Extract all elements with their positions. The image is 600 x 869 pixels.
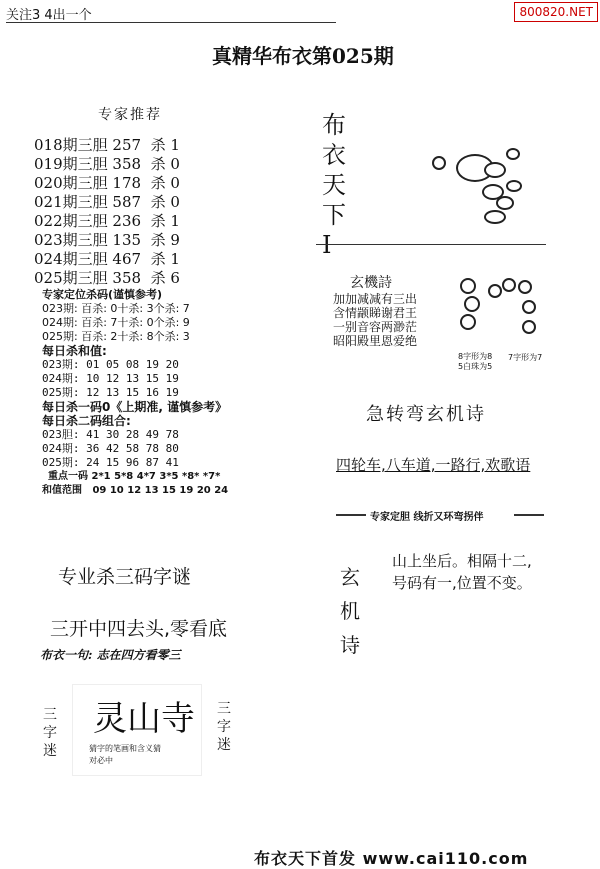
shape-label-2: 7字形为7 xyxy=(508,353,543,362)
list-item: 025期三胆 358 杀 6 xyxy=(34,269,180,287)
expert-dan-title: 专家定胆 线折又环弯拐伴 xyxy=(370,512,484,523)
footer-text[interactable]: 布衣天下首发 www.cai110.com xyxy=(254,849,529,868)
jizhuan-verse: 四轮车,八车道,一路行,欢歌语 xyxy=(336,456,531,474)
focus-one: 重点一码 2*1 5*8 4*7 3*5 *8* *7* xyxy=(48,471,221,482)
list-item: 019期三胆 358 杀 0 xyxy=(34,155,180,173)
list-item: 023期: 百杀: 0十杀: 3个杀: 7 xyxy=(42,302,190,315)
list-item: 024期: 百杀: 7十杀: 0个杀: 9 xyxy=(42,316,190,329)
jizhuan-title: 急转弯玄机诗 xyxy=(366,404,486,425)
kill-three-verse: 三开中四去头,零看底 xyxy=(50,618,228,640)
riddle-box xyxy=(72,684,202,776)
list-item: 018期三胆 257 杀 1 xyxy=(34,136,180,154)
mystic-poem-lines: 加加减减有三出 含情颛睇谢君王 一别音容两渺茫 昭阳殿里恩爱绝 xyxy=(333,292,418,348)
daily-kill-sum-title: 每日杀和值: xyxy=(42,344,107,358)
list-item: 024期: 36 42 58 78 80 xyxy=(42,442,179,455)
list-item: 025期: 12 13 15 16 19 xyxy=(42,386,179,399)
position-kill-title: 专家定位杀码(谨慎参考) xyxy=(42,288,163,301)
list-item: 021期三胆 587 杀 0 xyxy=(34,193,180,211)
expert-dan-lines: 山上坐后。相隔十二, 号码有一,位置不变。 xyxy=(392,552,532,592)
riddle-hint-1: 猜字的笔画和含义猜 xyxy=(89,744,161,753)
sum-range: 和值范围 09 10 12 13 15 19 20 24 xyxy=(42,485,229,496)
daily-kill-one-title: 每日杀一码0《上期准, 谨慎参考》 xyxy=(42,400,228,414)
main-title: 真精华布衣第025期 xyxy=(212,44,394,68)
kill-three-saying: 布衣一句: 志在四方看零三 xyxy=(40,648,181,662)
riddle-hint-2: 对必中 xyxy=(89,756,113,765)
list-item: 024期: 10 12 13 15 19 xyxy=(42,372,179,385)
mystic-poem-title: 玄機詩 xyxy=(350,275,392,291)
site-badge[interactable]: 800820.NET xyxy=(514,2,598,22)
list-item: 023期三胆 135 杀 9 xyxy=(34,231,180,249)
expert-dan-dash-right xyxy=(514,514,544,516)
three-char-left-label: 三 字 迷 xyxy=(43,707,57,759)
list-item: 023期: 01 05 08 19 20 xyxy=(42,358,179,371)
beads-decoration-icon xyxy=(460,278,540,348)
header-divider xyxy=(6,22,336,23)
right-divider-1 xyxy=(316,244,546,245)
shape-label-1: 8字形为8 5白珠为5 xyxy=(458,352,493,371)
expert-dan-vertical-label: 玄 机 诗 xyxy=(340,565,360,657)
expert-recommend-title: 专家推荐 xyxy=(98,107,162,123)
data-block xyxy=(42,288,302,498)
list-item: 020期三胆 178 杀 0 xyxy=(34,174,180,192)
list-item: 024期三胆 467 杀 1 xyxy=(34,250,180,268)
three-char-right-label: 三 字 迷 xyxy=(217,701,231,753)
list-item: 025期: 24 15 96 87 41 xyxy=(42,456,179,469)
coins-decoration-icon xyxy=(420,140,530,230)
kill-three-title: 专业杀三码字谜 xyxy=(58,566,192,588)
list-item: 023胆: 41 30 28 49 78 xyxy=(42,428,179,441)
buyi-logo-text: 布 衣 天 下 I xyxy=(322,111,346,259)
daily-kill-two-title: 每日杀二码组合: xyxy=(42,414,131,428)
list-item: 022期三胆 236 杀 1 xyxy=(34,212,180,230)
riddle-big-text: 灵山寺 xyxy=(93,699,195,739)
top-left-note: 关注3 4出一个 xyxy=(6,8,92,23)
expert-dan-dash-left xyxy=(336,514,366,516)
list-item: 025期: 百杀: 2十杀: 8个杀: 3 xyxy=(42,330,190,343)
expert-recommend-list xyxy=(34,136,180,288)
